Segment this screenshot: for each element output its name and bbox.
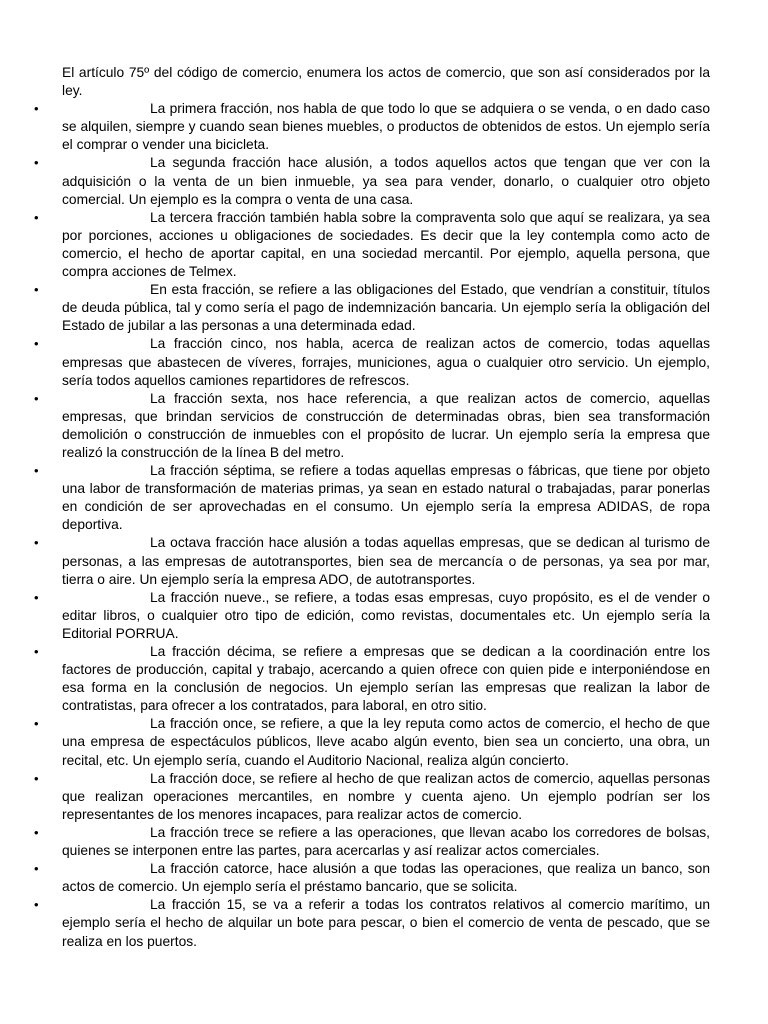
- list-item: [34, 209, 710, 281]
- bullet-icon: •: [34, 589, 39, 605]
- list-item: [34, 154, 710, 208]
- list-item: [34, 589, 710, 643]
- bullet-icon: •: [34, 535, 39, 551]
- list-item: [34, 824, 710, 860]
- list-item-text: La fracción nueve., se refiere, a todas esas empresas, cuyo propósito, es el de vender o editar libros, o cualquier otro tipo de edición, como revistas, documentales etc. Un ejemplo sería la Editorial PORRUA.: [62, 589, 710, 641]
- list-item-text: La fracción séptima, se refiere a todas aquellas empresas o fábricas, que tiene por objeto una labor de transformación de materias primas, ya sean en estado natural o trabajadas, parar ponerlas en condición de ser aprovechadas en el consumo. Un ejemplo sería la empresa ADIDAS, de ropa deportiva.: [62, 463, 710, 533]
- bullet-icon: •: [34, 770, 39, 786]
- list-item: [34, 896, 710, 950]
- list-item: [34, 281, 710, 335]
- bullet-icon: •: [34, 644, 39, 659]
- list-item-text: La fracción once, se refiere, a que la ley reputa como actos de comercio, el hecho de que una empresa de espectáculos públicos, lleve acabo algún evento, bien sea un concierto, una obra, un recital, etc. Un ejemplo sería, cuando el Auditorio Nacional, realiza algún concierto.: [62, 716, 710, 768]
- list-item: [34, 335, 710, 389]
- list-item-text: La fracción catorce, hace alusión a que todas las operaciones, que realiza un banco, son actos de comercio. Un ejemplo sería el préstamo bancario, que se solicita.: [62, 861, 710, 895]
- list-item: [34, 534, 710, 588]
- list-item-text: La fracción doce, se refiere al hecho de que realizan actos de comercio, aquellas personas que realizan operaciones mercantiles, en nombre y cuenta ajeno. Un ejemplo podrían ser los representantes de los menores incapaces, para realizar actos de comercio.: [62, 770, 710, 822]
- intro-paragraph: El artículo 75º del código de comercio, enumera los actos de comercio, que son así considerados por la ley.: [62, 65, 710, 99]
- fraction-list: [34, 100, 710, 950]
- list-item-text: La fracción sexta, nos hace referencia, a que realizan actos de comercio, aquellas empresas, que brindan servicios de construcción de determinadas obras, bien sea transformación demolición o construcción de inmuebles con el propósito de lucrar. Un ejemplo sería la empresa que realizó la construcción de la línea B del metro.: [62, 390, 710, 460]
- list-item-text: La octava fracción hace alusión a todas aquellas empresas, que se dedican al turismo de personas, a las empresas de autotransportes, bien sea de mercancía o de personas, ya sea por mar, tierra o aire. Un ejemplo sería la empresa ADO, de autotransportes.: [62, 535, 710, 587]
- list-item-text: La primera fracción, nos habla de que todo lo que se adquiera o se venda, o en dado caso se alquilen, siempre y cuando sean bienes muebles, o productos de obtenidos de estos. Un ejemplo sería el comprar o vender una bicicleta.: [62, 101, 710, 153]
- list-item-text: La fracción cinco, nos habla, acerca de realizan actos de comercio, todas aquellas empresas que abastecen de víveres, forrajes, municiones, agua o cualquier otro servicio. Un ejemplo, sería todos aquellos camiones repartidores de refrescos.: [62, 336, 710, 388]
- bullet-icon: •: [34, 209, 39, 225]
- list-item-text: En esta fracción, se refiere a las obligaciones del Estado, que vendrían a constituir, títulos de deuda pública, tal y como sería el pago de indemnización bancaria. Un ejemplo sería la obligación del Estado de jubilar a las personas a una determinada edad.: [62, 282, 710, 334]
- list-item-text: La fracción trece se refiere a las operaciones, que llevan acabo los corredores de bolsas, quienes se interponen entre las partes, para acercarlas y así realizar actos comerciales.: [62, 824, 710, 859]
- list-item: [34, 860, 710, 896]
- list-item: [34, 100, 710, 154]
- bullet-icon: •: [34, 861, 39, 877]
- list-item: [34, 390, 710, 462]
- list-item-text: La segunda fracción hace alusión, a todos aquellos actos que tengan que ver con la adquisición o la venta de un bien inmueble, ya sea para vender, donarlo, o cualquier otro objeto comercial. Un ejemplo es la compra o venta de una casa.: [62, 155, 710, 207]
- bullet-icon: •: [34, 282, 39, 298]
- bullet-icon: •: [34, 716, 39, 732]
- bullet-icon: •: [34, 463, 39, 479]
- list-item: [34, 462, 710, 534]
- list-item-text: La fracción décima, se refiere a empresas que se dedican a la coordinación entre los factores de producción, capital y trabajo, acercando a quien ofrece con quien pide e interponiéndose en esa forma en la conclusión de negocios. Un ejemplo serían las empresas que realizan la labor de contratistas, para ofrecer a los contratados, para laboral, en otro sitio.: [62, 644, 710, 714]
- list-item: [34, 715, 710, 769]
- list-item-text: La fracción 15, se va a referir a todas los contratos relativos al comercio marítimo, un ejemplo sería el hecho de alquilar un bote para pescar, o bien el comercio de venta de pescado, que se realiza en los puertos.: [62, 897, 710, 949]
- bullet-icon: •: [34, 897, 39, 913]
- bullet-icon: •: [34, 101, 39, 117]
- bullet-icon: •: [34, 336, 39, 352]
- bullet-icon: •: [34, 390, 39, 406]
- list-item: [34, 770, 710, 824]
- bullet-icon: •: [34, 155, 39, 171]
- list-item: [34, 643, 710, 715]
- bullet-icon: •: [34, 824, 39, 840]
- list-item-text: La tercera fracción también habla sobre la compraventa solo que aquí se realizara, ya sea por porciones, acciones u obligaciones de sociedades. Es decir que la ley contempla como acto de comercio, el hecho de aportar capital, en una sociedad mercantil. Por ejemplo, aquella persona, que compra acciones de Telmex.: [62, 209, 710, 280]
